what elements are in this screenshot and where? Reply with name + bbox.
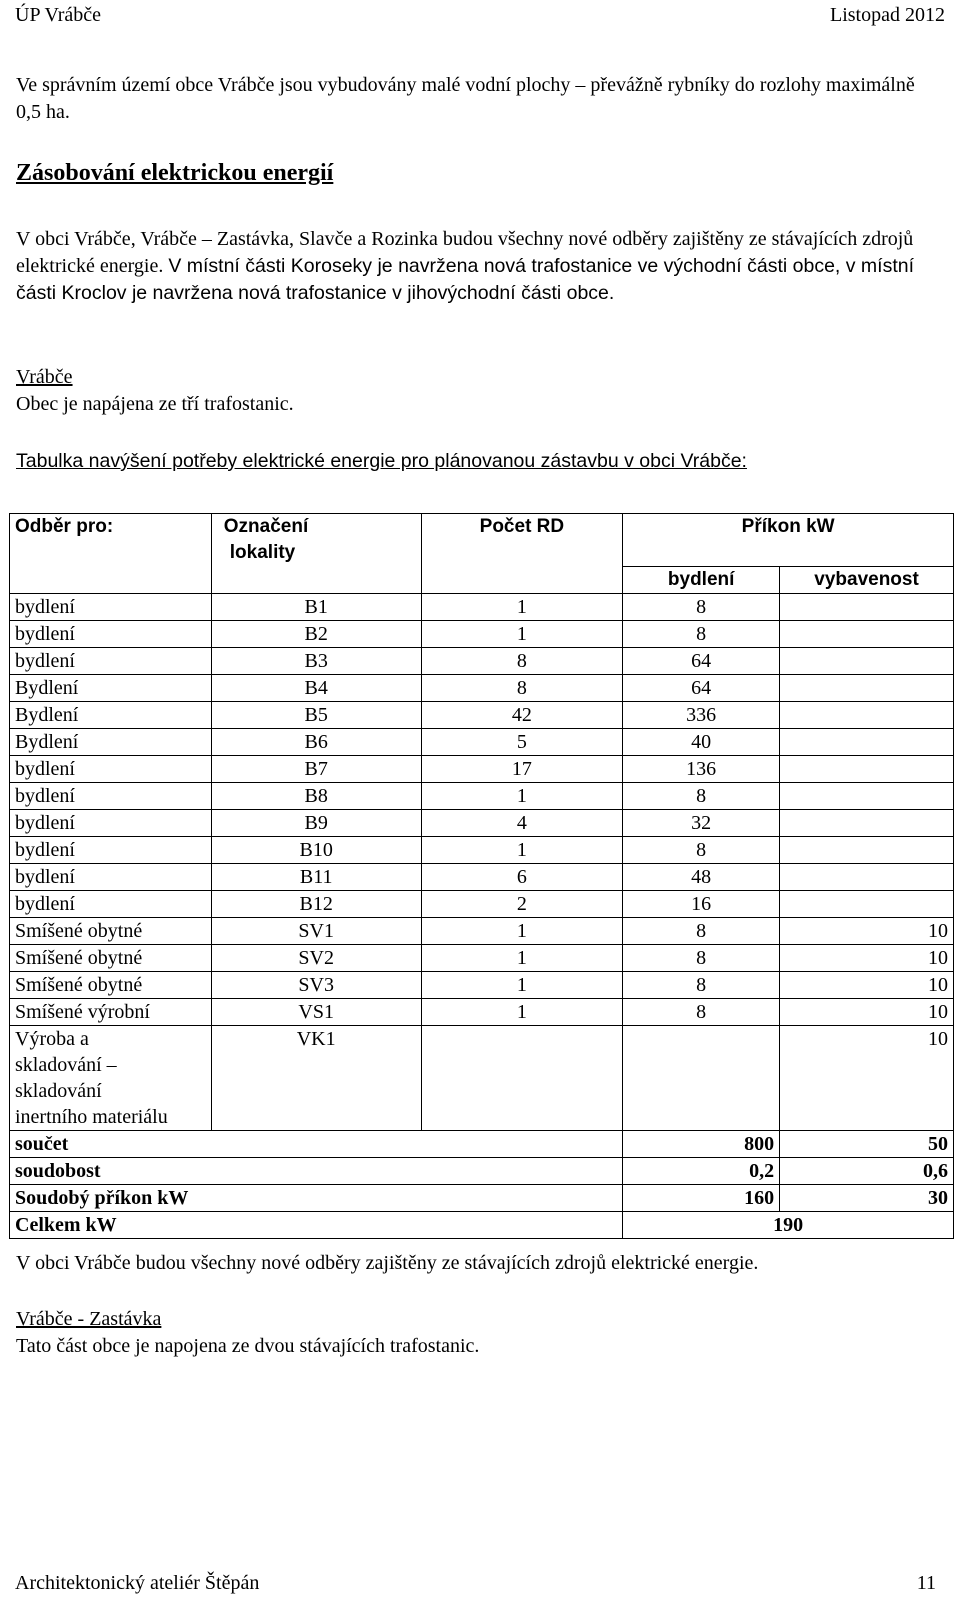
subsection-vrabce-text: Obec je napájena ze tří trafostanic. bbox=[16, 393, 294, 415]
cell-vybavenost: 10 bbox=[780, 918, 954, 945]
summary-row-celkem bbox=[10, 1212, 954, 1239]
cell-bydleni: 40 bbox=[623, 729, 780, 756]
cell-location: B8 bbox=[211, 783, 421, 810]
supply-text-1: V obci Vrábče, Vrábče – Zastávka, Slavče a Rozinka budou všechny nové odběry zajištěny ze stávajících zdrojů elektrické energie. bbox=[16, 228, 914, 277]
table-row bbox=[10, 648, 954, 675]
cell-use: Bydlení bbox=[10, 729, 212, 756]
cell-use: bydlení bbox=[10, 648, 212, 675]
table-row bbox=[10, 945, 954, 972]
after-table-paragraph: V obci Vrábče budou všechny nové odběry zajištěny ze stávajících zdrojů elektrické energie. bbox=[16, 1252, 759, 1274]
cell-bydleni: 8 bbox=[623, 945, 780, 972]
summary-label: Soudobý příkon kW bbox=[10, 1185, 623, 1212]
header-date: Listopad 2012 bbox=[830, 4, 945, 26]
header-odber: Odběr pro: bbox=[10, 514, 212, 594]
cell-use-line: inertního materiálu bbox=[15, 1106, 168, 1128]
footer-page-number: 11 bbox=[916, 1572, 936, 1594]
cell-rd-count: 1 bbox=[421, 594, 623, 621]
cell-location: B5 bbox=[211, 702, 421, 729]
cell-vybavenost bbox=[780, 783, 954, 810]
cell-bydleni bbox=[623, 1026, 780, 1131]
cell-use: bydlení bbox=[10, 594, 212, 621]
cell-use: Smíšené obytné bbox=[10, 945, 212, 972]
cell-rd-count: 42 bbox=[421, 702, 623, 729]
cell-bydleni: 64 bbox=[623, 648, 780, 675]
supply-text-2: V místní části Koroseky je navržena nová trafostanice ve východní části obce, v místní části Kroclov je navržena nová trafostanice v jihovýchodní části obce. bbox=[16, 255, 915, 304]
table-row bbox=[10, 999, 954, 1026]
cell-use-line: skladování bbox=[15, 1080, 102, 1102]
summary-bydleni: 160 bbox=[623, 1185, 780, 1212]
cell-rd-count: 2 bbox=[421, 891, 623, 918]
cell-rd-count: 1 bbox=[421, 972, 623, 999]
summary-bydleni: 0,2 bbox=[623, 1158, 780, 1185]
cell-vybavenost: 10 bbox=[780, 1026, 954, 1131]
table-row-vk1 bbox=[10, 1026, 954, 1131]
header-oznaceni-line1: Označení bbox=[223, 516, 309, 537]
cell-use bbox=[10, 1026, 212, 1131]
cell-bydleni: 8 bbox=[623, 972, 780, 999]
cell-bydleni: 8 bbox=[623, 999, 780, 1026]
energy-table-body bbox=[10, 514, 954, 1239]
section-heading: Zásobování elektrickou energií bbox=[16, 160, 334, 186]
cell-rd-count: 8 bbox=[421, 648, 623, 675]
table-row bbox=[10, 864, 954, 891]
cell-rd-count: 8 bbox=[421, 675, 623, 702]
cell-location: VS1 bbox=[211, 999, 421, 1026]
cell-location: B2 bbox=[211, 621, 421, 648]
summary-vybavenost: 50 bbox=[780, 1131, 954, 1158]
table-row bbox=[10, 918, 954, 945]
cell-use: bydlení bbox=[10, 891, 212, 918]
header-oznaceni bbox=[211, 514, 421, 594]
cell-rd-count: 1 bbox=[421, 999, 623, 1026]
table-caption: Tabulka navýšení potřeby elektrické energie pro plánovanou zástavbu v obci Vrábče: bbox=[16, 450, 747, 472]
subsection-zastavka-text: Tato část obce je napojena ze dvou stávajících trafostanic. bbox=[16, 1335, 480, 1357]
cell-use: Bydlení bbox=[10, 702, 212, 729]
cell-rd-count: 1 bbox=[421, 918, 623, 945]
table-row bbox=[10, 837, 954, 864]
cell-location: B10 bbox=[211, 837, 421, 864]
header-pocet: Počet RD bbox=[421, 514, 623, 594]
table-row bbox=[10, 675, 954, 702]
cell-use: bydlení bbox=[10, 621, 212, 648]
cell-vybavenost bbox=[780, 702, 954, 729]
cell-use: bydlení bbox=[10, 837, 212, 864]
cell-bydleni: 48 bbox=[623, 864, 780, 891]
cell-location: VK1 bbox=[211, 1026, 421, 1131]
cell-location: B4 bbox=[211, 675, 421, 702]
header-bydleni: bydlení bbox=[623, 567, 780, 594]
cell-use-line: skladování – bbox=[15, 1054, 117, 1076]
cell-bydleni: 8 bbox=[623, 837, 780, 864]
table-row bbox=[10, 891, 954, 918]
cell-location: B7 bbox=[211, 756, 421, 783]
table-row bbox=[10, 621, 954, 648]
cell-rd-count: 1 bbox=[421, 837, 623, 864]
summary-row-soudobost bbox=[10, 1158, 954, 1185]
cell-rd-count: 17 bbox=[421, 756, 623, 783]
cell-vybavenost: 10 bbox=[780, 945, 954, 972]
summary-total: 190 bbox=[623, 1212, 954, 1239]
footer-author: Architektonický ateliér Štěpán bbox=[15, 1572, 260, 1594]
cell-use: Smíšené obytné bbox=[10, 918, 212, 945]
cell-location: B1 bbox=[211, 594, 421, 621]
header-oznaceni-line2: lokality bbox=[229, 542, 296, 563]
cell-location: B3 bbox=[211, 648, 421, 675]
cell-use: Bydlení bbox=[10, 675, 212, 702]
table-row bbox=[10, 972, 954, 999]
cell-location: SV1 bbox=[211, 918, 421, 945]
cell-vybavenost bbox=[780, 756, 954, 783]
summary-row-soudoby bbox=[10, 1185, 954, 1212]
cell-bydleni: 16 bbox=[623, 891, 780, 918]
cell-vybavenost bbox=[780, 864, 954, 891]
table-row bbox=[10, 783, 954, 810]
table-row bbox=[10, 594, 954, 621]
cell-location: SV3 bbox=[211, 972, 421, 999]
cell-vybavenost bbox=[780, 837, 954, 864]
cell-rd-count: 1 bbox=[421, 783, 623, 810]
cell-vybavenost bbox=[780, 648, 954, 675]
cell-location: B9 bbox=[211, 810, 421, 837]
summary-label: soudobost bbox=[10, 1158, 623, 1185]
cell-rd-count: 6 bbox=[421, 864, 623, 891]
cell-vybavenost: 10 bbox=[780, 999, 954, 1026]
table-row bbox=[10, 810, 954, 837]
cell-bydleni: 32 bbox=[623, 810, 780, 837]
cell-rd-count: 5 bbox=[421, 729, 623, 756]
cell-use: bydlení bbox=[10, 864, 212, 891]
cell-use: bydlení bbox=[10, 756, 212, 783]
cell-bydleni: 8 bbox=[623, 621, 780, 648]
table-row bbox=[10, 756, 954, 783]
cell-vybavenost bbox=[780, 891, 954, 918]
cell-rd-count: 1 bbox=[421, 945, 623, 972]
subsection-zastavka-title: Vrábče - Zastávka bbox=[16, 1308, 162, 1330]
supply-paragraph bbox=[16, 226, 944, 307]
cell-vybavenost bbox=[780, 621, 954, 648]
energy-table bbox=[9, 513, 954, 1239]
cell-bydleni: 336 bbox=[623, 702, 780, 729]
cell-vybavenost bbox=[780, 675, 954, 702]
cell-use: Smíšené obytné bbox=[10, 972, 212, 999]
cell-location: B12 bbox=[211, 891, 421, 918]
cell-vybavenost bbox=[780, 594, 954, 621]
summary-label: Celkem kW bbox=[10, 1212, 623, 1239]
cell-location: SV2 bbox=[211, 945, 421, 972]
cell-use: bydlení bbox=[10, 810, 212, 837]
summary-vybavenost: 30 bbox=[780, 1185, 954, 1212]
table-row bbox=[10, 702, 954, 729]
cell-use: Smíšené výrobní bbox=[10, 999, 212, 1026]
header-title: ÚP Vrábče bbox=[15, 4, 101, 26]
cell-use: bydlení bbox=[10, 783, 212, 810]
cell-bydleni: 136 bbox=[623, 756, 780, 783]
cell-bydleni: 64 bbox=[623, 675, 780, 702]
cell-bydleni: 8 bbox=[623, 594, 780, 621]
table-header-row bbox=[10, 514, 954, 567]
cell-bydleni: 8 bbox=[623, 783, 780, 810]
summary-bydleni: 800 bbox=[623, 1131, 780, 1158]
cell-rd-count bbox=[421, 1026, 623, 1131]
cell-use-line: Výroba a bbox=[15, 1028, 89, 1050]
summary-label: součet bbox=[10, 1131, 623, 1158]
cell-location: B11 bbox=[211, 864, 421, 891]
cell-location: B6 bbox=[211, 729, 421, 756]
cell-rd-count: 4 bbox=[421, 810, 623, 837]
cell-rd-count: 1 bbox=[421, 621, 623, 648]
cell-bydleni: 8 bbox=[623, 918, 780, 945]
cell-vybavenost bbox=[780, 810, 954, 837]
subsection-vrabce-title: Vrábče bbox=[16, 366, 73, 388]
summary-vybavenost: 0,6 bbox=[780, 1158, 954, 1185]
page-header bbox=[0, 0, 960, 30]
table-row bbox=[10, 729, 954, 756]
cell-vybavenost: 10 bbox=[780, 972, 954, 999]
header-prikon: Příkon kW bbox=[623, 514, 954, 567]
header-vybavenost: vybavenost bbox=[780, 567, 954, 594]
summary-row-soucet bbox=[10, 1131, 954, 1158]
cell-vybavenost bbox=[780, 729, 954, 756]
intro-paragraph: Ve správním území obce Vrábče jsou vybudovány malé vodní plochy – převážně rybníky do rozlohy maximálně 0,5 ha. bbox=[16, 74, 915, 123]
